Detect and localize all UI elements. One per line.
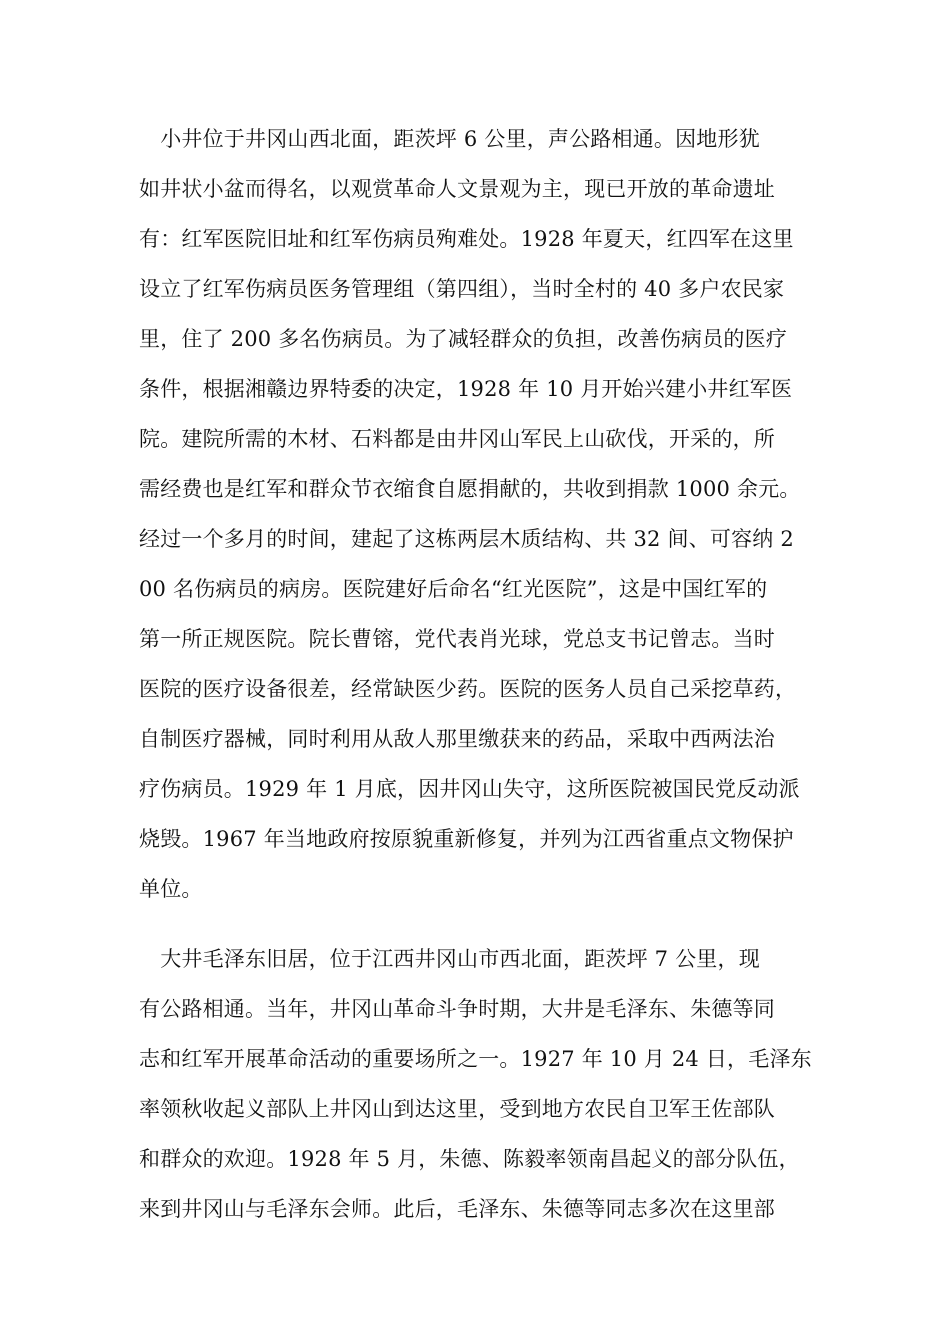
text-line: 有公路相通。当年，井冈山革命斗争时期，大井是毛泽东、朱德等同 [139, 997, 775, 1021]
text-line: 需经费也是红军和群众节衣缩食自愿捐献的，共收到捐款 1000 余元。 [139, 477, 801, 501]
text-line: 第一所正规医院。院长曹镕，党代表肖光球，党总支书记曾志。当时 [139, 627, 775, 651]
text-line: 经过一个多月的时间，建起了这栋两层木质结构、共 32 间、可容纳 2 [139, 527, 794, 551]
text-line: 烧毁。1967 年当地政府按原貌重新修复，并列为江西省重点文物保护 [139, 827, 794, 851]
text-line: 大井毛泽东旧居，位于江西井冈山市西北面，距茨坪 7 公里，现 [139, 947, 760, 971]
text-line: 设立了红军伤病员医务管理组（第四组），当时全村的 40 多户农民家 [139, 277, 785, 301]
text-line: 00 名伤病员的病房。医院建好后命名“红光医院”，这是中国红军的 [139, 577, 768, 601]
paragraph-xiaojing [139, 114, 839, 914]
text-line: 疗伤病员。1929 年 1 月底，因井冈山失守，这所医院被国民党反动派 [139, 777, 800, 801]
text-line: 率领秋收起义部队上井冈山到达这里，受到地方农民自卫军王佐部队 [139, 1097, 775, 1121]
text-line: 单位。 [139, 877, 203, 901]
text-line: 里，住了 200 多名伤病员。为了减轻群众的负担，改善伤病员的医疗 [139, 327, 788, 351]
text-line: 院。建院所需的木材、石料都是由井冈山军民上山砍伐，开采的，所 [139, 427, 775, 451]
text-line: 条件，根据湘赣边界特委的决定，1928 年 10 月开始兴建小井红军医 [139, 377, 793, 401]
paragraph-dajing [139, 934, 839, 1234]
text-line: 和群众的欢迎。1928 年 5 月，朱德、陈毅率领南昌起义的部分队伍， [139, 1147, 800, 1171]
text-line: 医院的医疗设备很差，经常缺医少药。医院的医务人员自己采挖草药， [139, 677, 797, 701]
text-line: 自制医疗器械，同时利用从敌人那里缴获来的药品，采取中西两法治 [139, 727, 775, 751]
text-line: 小井位于井冈山西北面，距茨坪 6 公里，声公路相通。因地形犹 [139, 127, 760, 151]
text-line: 来到井冈山与毛泽东会师。此后，毛泽东、朱德等同志多次在这里部 [139, 1197, 775, 1221]
text-line: 如井状小盆而得名，以观赏革命人文景观为主，现已开放的革命遗址 [139, 177, 775, 201]
text-line: 志和红军开展革命活动的重要场所之一。1927 年 10 月 24 日，毛泽东 [139, 1047, 812, 1071]
text-line: 有：红军医院旧址和红军伤病员殉难处。1928 年夏天，红四军在这里 [139, 227, 794, 251]
